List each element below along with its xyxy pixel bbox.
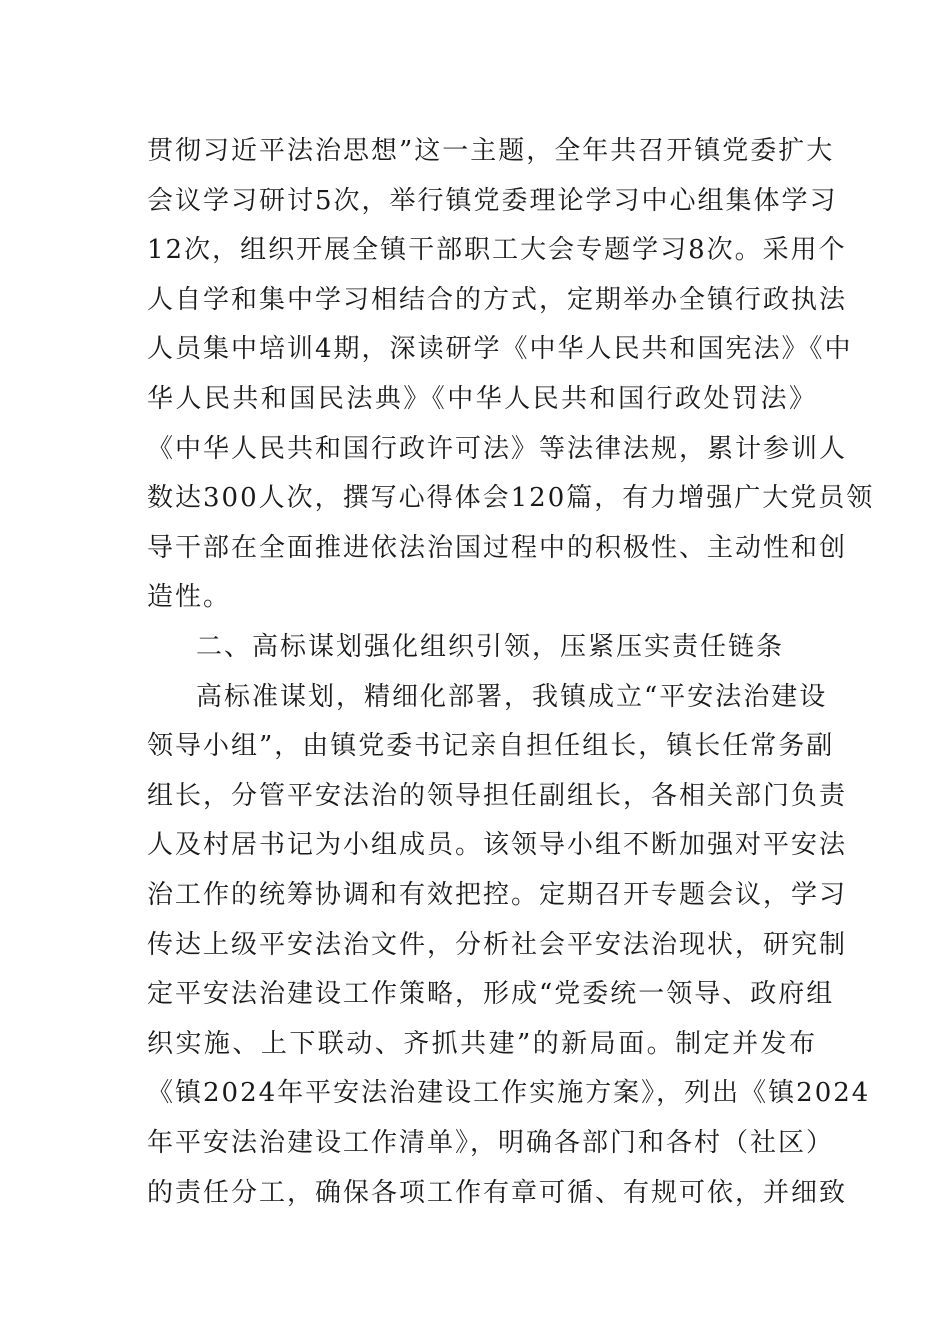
- body-text-line: 的责任分工，确保各项工作有章可循、有规可依，并细致: [147, 1178, 848, 1208]
- body-text-line: 华人民共和国民法典》《中华人民共和国行政处罚法》: [147, 384, 817, 414]
- body-text-line: 导干部在全面推进依法治国过程中的积极性、主动性和创: [147, 533, 848, 563]
- body-text-line: 传达上级平安法治文件，分析社会平安法治现状，研究制: [147, 930, 848, 960]
- section-heading: 二、高标谋划强化组织引领，压紧压实责任链条: [196, 632, 785, 662]
- body-text-line: 造性。: [147, 582, 232, 612]
- body-text-line: 12次，组织开展全镇干部职工大会专题学习8次。采用个: [147, 235, 847, 265]
- body-text-line: 人员集中培训4期，深读研学《中华人民共和国宪法》《中: [147, 334, 853, 364]
- body-text-line: 年平安法治建设工作清单》，明确各部门和各村（社区）: [147, 1128, 835, 1158]
- body-text-line: 组长，分管平安法治的领导担任副组长，各相关部门负责: [147, 781, 848, 811]
- body-text-line: 治工作的统筹协调和有效把控。定期召开专题会议，学习: [147, 880, 848, 910]
- body-text-line: 数达300人次，撰写心得体会120篇，有力增强广大党员领: [147, 483, 875, 513]
- body-text-line: 《镇2024年平安法治建设工作实施方案》，列出《镇2024: [147, 1078, 871, 1108]
- body-text-line: 高标准谋划，精细化部署，我镇成立“平安法治建设: [196, 682, 828, 712]
- body-text-line: 人自学和集中学习相结合的方式，定期举办全镇行政执法: [147, 285, 848, 315]
- body-text-line: 会议学习研讨5次，举行镇党委理论学习中心组集体学习: [147, 186, 838, 216]
- body-text-line: 领导小组”，由镇党委书记亲自担任组长，镇长任常务副: [147, 731, 835, 761]
- body-text-line: 贯彻习近平法治思想”这一主题，全年共召开镇党委扩大: [147, 136, 835, 166]
- body-text-line: 织实施、上下联动、齐抓共建”的新局面。制定并发布: [147, 1029, 817, 1059]
- body-text-line: 定平安法治建设工作策略，形成“党委统一领导、政府组: [147, 979, 835, 1009]
- body-text-line: 人及村居书记为小组成员。该领导小组不断加强对平安法: [147, 830, 848, 860]
- body-text-line: 《中华人民共和国行政许可法》等法律法规，累计参训人: [147, 434, 848, 464]
